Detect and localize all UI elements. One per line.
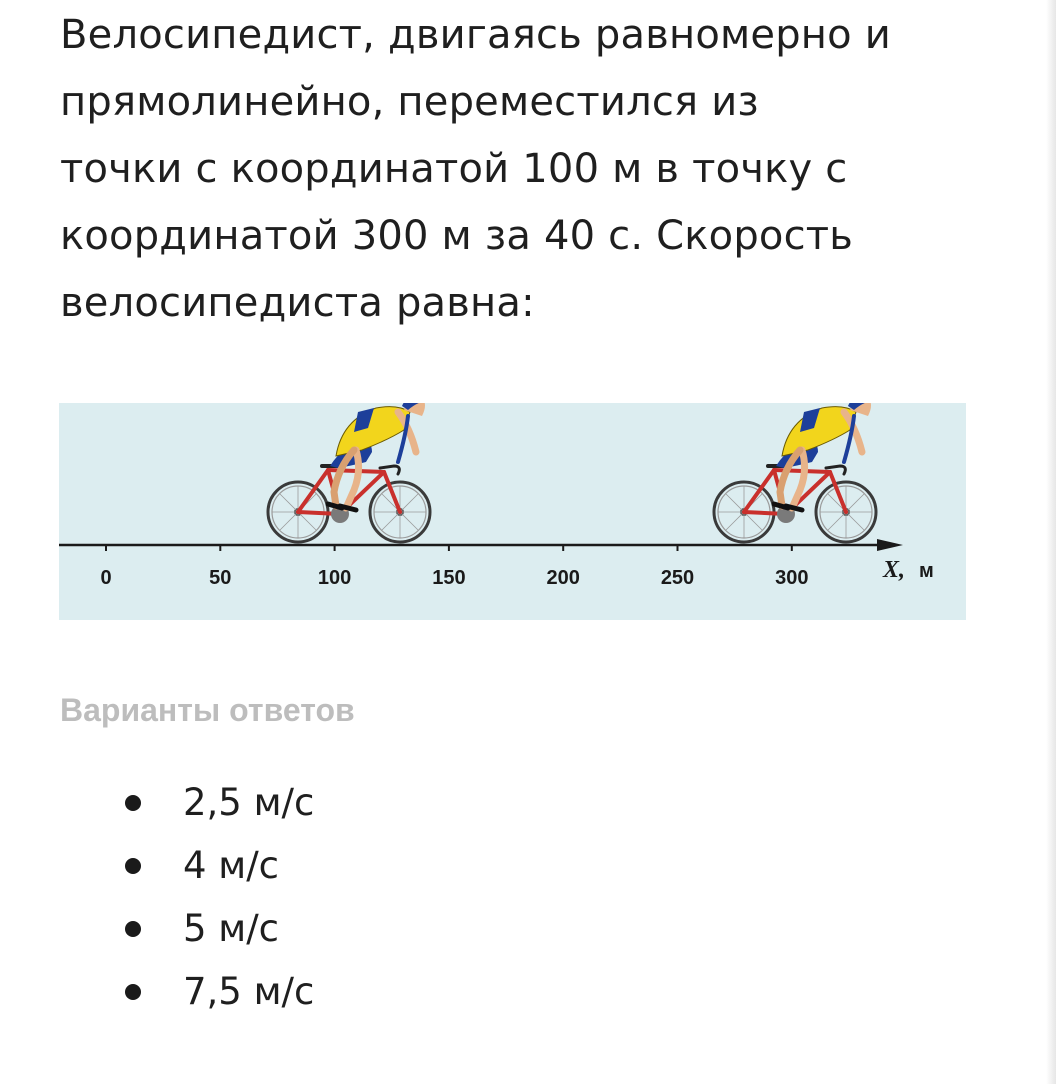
answer-option[interactable] [0,900,600,963]
figure-svg [59,403,966,620]
axis-tick-label: 200 [546,567,580,589]
bullet-icon [125,921,141,937]
question-line-5: велосипедиста равна: [60,280,535,326]
axis-unit-label: м [919,560,934,582]
axis-tick-label: 100 [317,567,352,589]
question-line-4: координатой 300 м за 40 с. Скорость [60,213,854,259]
question-text [60,2,1020,337]
question-line-1: Велосипедист, двигаясь равномерно и [60,12,891,58]
answer-option[interactable] [0,774,600,837]
axis-name-label: X, [883,557,906,583]
axis-tick-label: 0 [100,567,112,589]
cyclist-at-100-icon [268,403,434,542]
question-line-3: точки с координатой 100 м в точку с [60,146,848,192]
coordinate-axis-figure [59,403,966,620]
cyclist-at-300-icon [714,403,880,542]
question-line-2: прямолинейно, переместился из [60,79,759,125]
bullet-icon [125,858,141,874]
bullet-icon [125,984,141,1000]
axis-tick-label: 50 [209,567,232,589]
bullet-icon [125,795,141,811]
answer-option-label: 5 м/с [183,907,280,950]
axis-ticks [100,545,808,589]
answer-option[interactable] [0,963,600,1026]
answer-option-label: 4 м/с [183,844,280,887]
page-edge-shadow [1046,0,1056,1084]
axis-arrow-icon [877,539,903,551]
axis-tick-label: 300 [775,567,809,589]
answers-heading: Варианты ответов [60,692,355,728]
answer-option-label: 7,5 м/с [183,970,315,1013]
axis-tick-label: 150 [432,567,466,589]
answer-option-label: 2,5 м/с [183,781,315,824]
axis-tick-label: 250 [660,567,695,589]
answer-list [0,774,600,1026]
answer-option[interactable] [0,837,600,900]
